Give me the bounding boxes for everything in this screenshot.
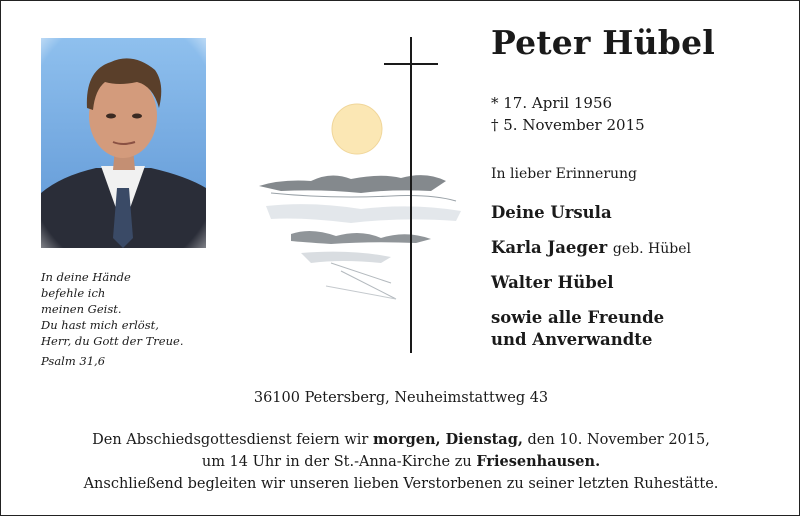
quote-source: Psalm 31,6 bbox=[41, 354, 106, 368]
service-line-2 bbox=[1, 451, 800, 473]
quote-line: befehle ich bbox=[41, 286, 106, 300]
life-dates bbox=[491, 92, 645, 136]
service-info bbox=[1, 429, 800, 495]
mourner-2 bbox=[491, 238, 691, 257]
address: 36100 Petersberg, Neuheimstattweg 43 bbox=[253, 390, 549, 406]
portrait-photo bbox=[41, 38, 206, 248]
service-time: um 14 Uhr in der St.-Anna-Kirche zu bbox=[201, 454, 477, 470]
quote-line: meinen Geist. bbox=[41, 302, 122, 316]
birth-date: * 17. April 1956 bbox=[491, 94, 613, 112]
deceased-name: Peter Hübel bbox=[491, 23, 716, 62]
landscape-cross-illustration bbox=[241, 31, 481, 361]
service-text: Den Abschiedsgottesdienst feiern wir bbox=[92, 432, 373, 448]
memory-text: In lieber Erinnerung bbox=[491, 166, 638, 182]
service-date: den 10. November 2015, bbox=[522, 432, 710, 448]
sun-icon bbox=[332, 104, 382, 154]
mourner-4-line-2: und Anverwandte bbox=[491, 330, 653, 349]
mourner-1: Deine Ursula bbox=[491, 203, 612, 222]
bible-quote bbox=[41, 269, 231, 349]
service-day: morgen, Dienstag, bbox=[372, 431, 523, 448]
mourner-2-name: Karla Jaeger bbox=[491, 238, 608, 257]
service-place: Friesenhausen. bbox=[476, 453, 601, 470]
mourner-4-line-1: sowie alle Freunde bbox=[491, 308, 665, 327]
death-date: † 5. November 2015 bbox=[491, 116, 645, 134]
quote-line: Du hast mich erlöst, bbox=[41, 318, 159, 332]
mourner-2-suffix: geb. Hübel bbox=[612, 241, 691, 257]
mourner-3: Walter Hübel bbox=[491, 273, 614, 292]
service-line-1 bbox=[1, 429, 800, 451]
quote-line: In deine Hände bbox=[41, 270, 131, 284]
mourner-4 bbox=[491, 307, 664, 351]
service-line-3: Anschließend begleiten wir unseren lieben Verstorbenen zu seiner letzten Ruhestätte. bbox=[83, 476, 719, 492]
quote-line: Herr, du Gott der Treue. bbox=[41, 334, 184, 348]
